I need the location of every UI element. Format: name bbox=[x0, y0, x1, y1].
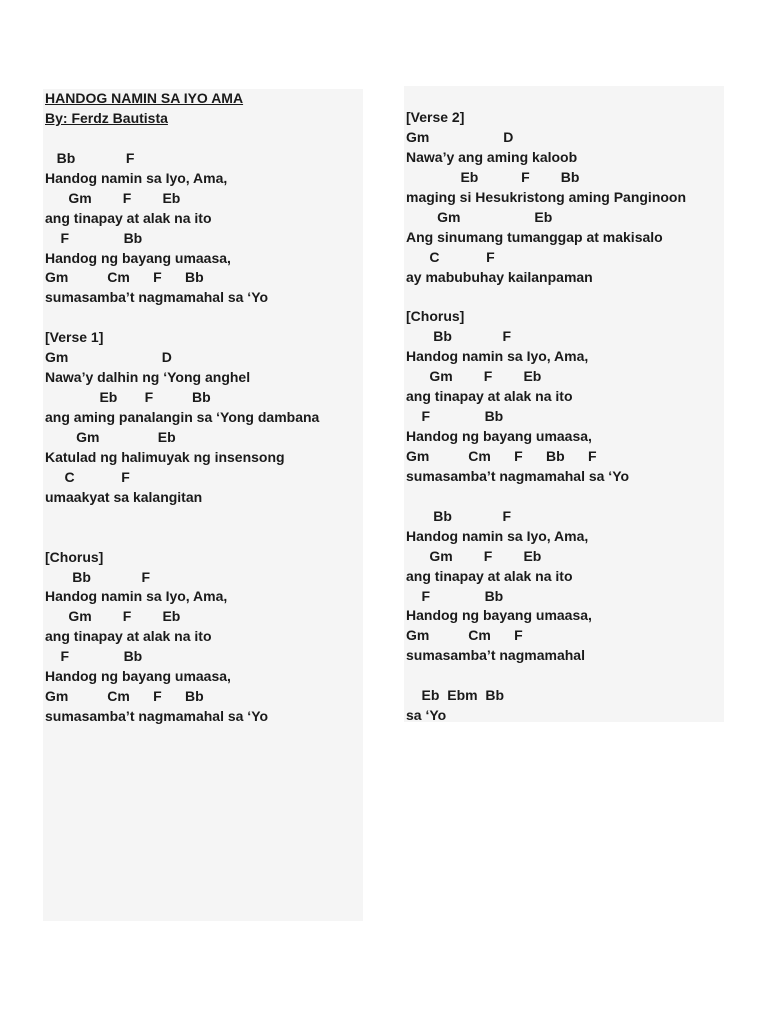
blank-line bbox=[45, 528, 363, 548]
lyric-line: Handog ng bayang umaasa, bbox=[406, 428, 592, 444]
chord-line: Bb F bbox=[406, 507, 512, 524]
chord-line: Gm F Eb bbox=[406, 547, 542, 564]
lyric-line: ang tinapay at alak na ito bbox=[45, 628, 212, 645]
lyrics-column-right bbox=[404, 86, 724, 722]
lyric-line: sumasamba’t nagmamahal sa ‘Yo bbox=[45, 289, 269, 306]
chord-line: Gm Eb bbox=[45, 428, 176, 445]
lyric-line: Handog ng bayang umaasa, bbox=[45, 668, 231, 685]
chord-line: Eb F Bb bbox=[45, 389, 211, 406]
chord-line: F Bb bbox=[406, 587, 504, 604]
lyric-line: ang aming panalangin sa ‘Yong dambana bbox=[45, 409, 320, 425]
chord-line: Gm F Eb bbox=[45, 608, 181, 625]
lyric-line: Handog namin sa Iyo, Ama, bbox=[45, 169, 228, 186]
lyric-line: Handog namin sa Iyo, Ama, bbox=[406, 527, 589, 544]
lyrics-column-left bbox=[43, 89, 363, 921]
chord-line: Gm Eb bbox=[406, 208, 553, 225]
song-title: HANDOG NAMIN SA IYO AMA bbox=[45, 90, 244, 106]
chord-line: Gm F Eb bbox=[45, 189, 181, 206]
section-label: [Verse 2] bbox=[406, 109, 465, 125]
chord-line: Bb F bbox=[45, 149, 135, 166]
lyric-line: maging si Hesukristong aming Panginoon bbox=[406, 188, 687, 205]
chord-line: Gm F Eb bbox=[406, 368, 542, 385]
chord-line: Gm Cm F Bb bbox=[45, 269, 204, 286]
chord-line: Gm Cm F Bb bbox=[45, 688, 204, 705]
lyric-line: sumasamba’t nagmamahal bbox=[406, 647, 585, 664]
blank-line bbox=[45, 129, 363, 149]
lyric-line: Handog namin sa Iyo, Ama, bbox=[406, 348, 589, 365]
left-lyrics-lines bbox=[45, 89, 363, 727]
chord-line: Eb Ebm Bb bbox=[406, 687, 505, 704]
blank-line bbox=[45, 308, 363, 328]
lyric-line: ang tinapay at alak na ito bbox=[45, 209, 212, 226]
chord-line: F Bb bbox=[45, 229, 143, 246]
lyric-line: umaakyat sa kalangitan bbox=[45, 488, 203, 505]
chord-line: Gm Cm F Bb F bbox=[406, 447, 597, 464]
chord-line: Gm Cm F bbox=[406, 627, 523, 644]
lyric-line: Handog namin sa Iyo, Ama, bbox=[45, 588, 228, 605]
chord-line: C F bbox=[406, 248, 495, 265]
section-label: [Verse 1] bbox=[45, 329, 104, 346]
lyric-line: Handog ng bayang umaasa, bbox=[45, 249, 231, 266]
chord-line: Gm D bbox=[45, 349, 172, 366]
lyric-line: Nawa’y dalhin ng ‘Yong anghel bbox=[45, 369, 251, 386]
section-label: [Chorus] bbox=[45, 548, 104, 565]
lyric-line: sumasamba’t nagmamahal sa ‘Yo bbox=[45, 708, 269, 725]
lyric-line: Katulad ng halimuyak ng insensong bbox=[45, 448, 285, 465]
chord-line: F Bb bbox=[406, 408, 504, 425]
chord-line: Eb F Bb bbox=[406, 168, 580, 185]
lyric-line: ay mabubuhay kailanpaman bbox=[406, 268, 593, 285]
song-author: By: Ferdz Bautista bbox=[45, 109, 168, 126]
lyric-line: Nawa’y ang aming kaloob bbox=[406, 148, 578, 165]
chord-line: F Bb bbox=[45, 648, 143, 665]
blank-line bbox=[45, 508, 363, 528]
lyric-line: sa ‘Yo bbox=[406, 707, 447, 724]
section-label: [Chorus] bbox=[406, 308, 465, 325]
blank-line bbox=[406, 666, 724, 686]
lyric-line: Ang sinumang tumanggap at makisalo bbox=[406, 228, 663, 245]
chord-line: Bb F bbox=[406, 328, 512, 345]
lyric-line: ang tinapay at alak na ito bbox=[406, 567, 573, 584]
lyric-line: sumasamba’t nagmamahal sa ‘Yo bbox=[406, 467, 630, 484]
chord-line: C F bbox=[45, 468, 130, 485]
chord-line: Bb F bbox=[45, 568, 151, 585]
lyric-line: ang tinapay at alak na ito bbox=[406, 388, 573, 405]
blank-line bbox=[406, 287, 724, 307]
lyric-line: Handog ng bayang umaasa, bbox=[406, 607, 592, 624]
blank-line bbox=[406, 487, 724, 507]
chord-line: Gm D bbox=[406, 128, 514, 145]
right-lyrics-lines bbox=[406, 108, 724, 726]
